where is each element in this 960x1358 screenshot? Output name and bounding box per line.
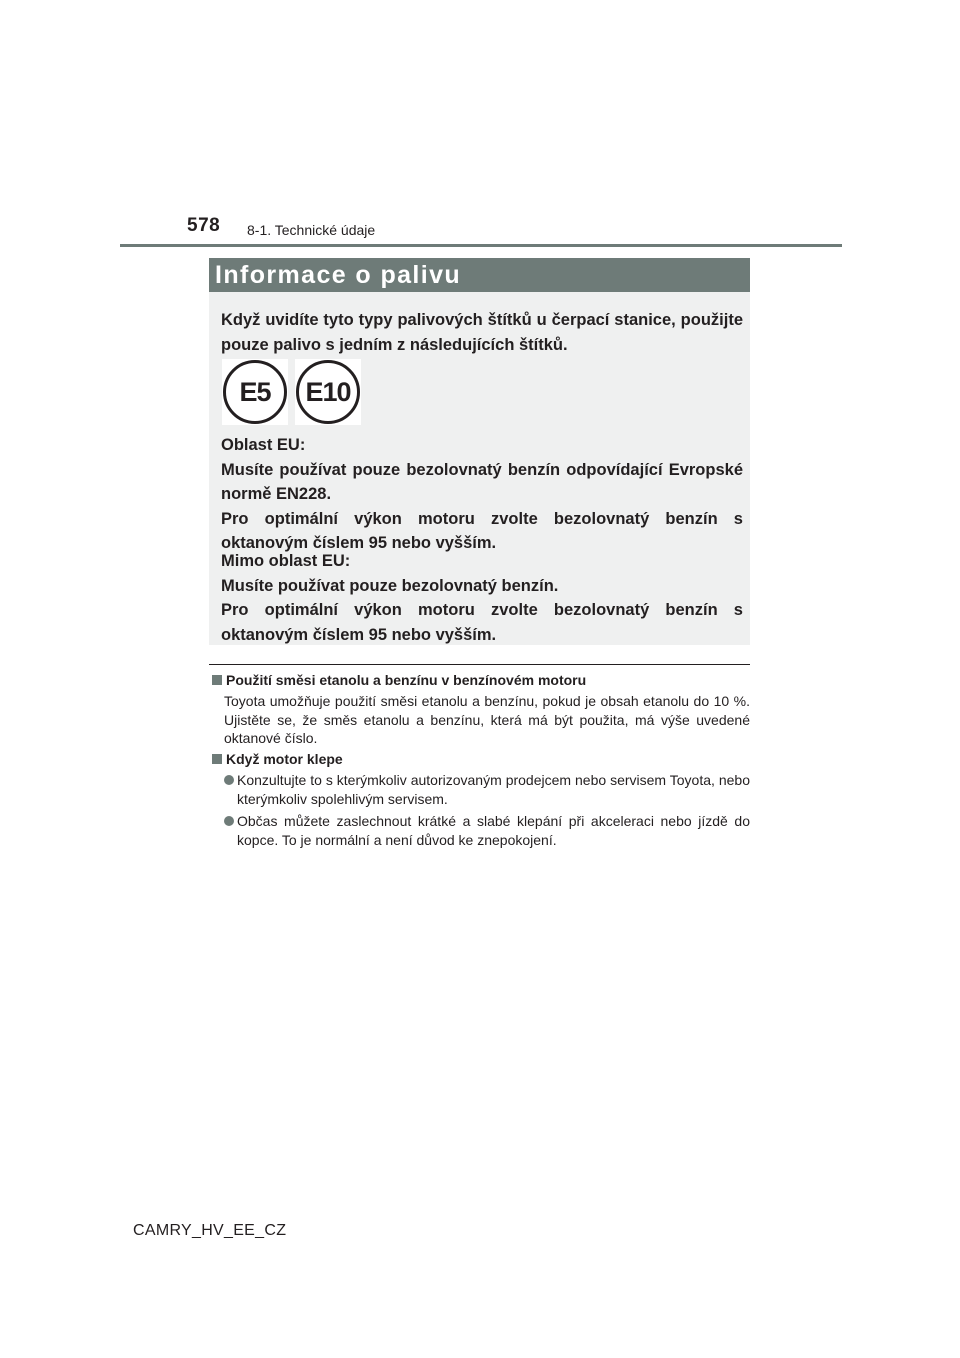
non-eu-region-block [221,549,743,647]
fuel-label-e10 [295,359,361,425]
fuel-labels [222,359,372,425]
knocking-note-title: Když motor klepe [226,751,343,767]
non-eu-region-requirement: Musíte používat pouze bezolovnatý benzín. [221,576,559,595]
eu-region-heading: Oblast EU: [221,436,306,454]
circle-bullet-icon [224,816,234,826]
fuel-label-e5-icon [223,360,287,424]
non-eu-region-octane: Pro optimální výkon motoru zvolte bezolovnatý benzín s oktanovým číslem 95 nebo vyšším. [221,601,743,644]
square-bullet-icon [212,675,222,685]
fuel-label-intro: Když uvidíte tyto typy palivových štítků u čerpací stanice, použijte pouze palivo s jedním z následujících štítků. [221,311,743,354]
section-title: Informace o palivu [215,261,462,289]
page-number: 578 [187,215,221,236]
circle-bullet-icon [224,775,234,785]
eu-region-octane: Pro optimální výkon motoru zvolte bezolovnatý benzín s oktanovým číslem 95 nebo vyšším. [221,509,743,552]
knocking-note-heading [212,751,343,767]
section-label: 8-1. Technické údaje [247,222,376,238]
fuel-label-e5 [222,359,288,425]
header-divider [120,244,842,247]
list-item-text: Konzultujte to s kterýmkoliv autorizovaným prodejcem nebo servisem Toyota, nebo kterýmkoliv spolehlivým servisem. [237,772,750,807]
ethanol-note-heading [212,672,586,688]
document-code-footer: CAMRY_HV_EE_CZ [133,1222,287,1239]
fuel-info-box [209,292,750,645]
list-item-text: Občas můžete zaslechnout krátké a slabé klepání při akceleraci nebo jízdě do kopce. To je normální a není důvod ke znepokojení. [237,813,750,848]
section-title-bar [209,258,750,292]
fuel-label-e10-text: E10 [305,376,351,407]
non-eu-region-heading: Mimo oblast EU: [221,552,351,570]
eu-region-block [221,433,743,556]
square-bullet-icon [212,754,222,764]
ethanol-note-title: Použití směsi etanolu a benzínu v benzínovém motoru [226,672,587,688]
eu-region-requirement: Musíte používat pouze bezolovnatý benzín odpovídající Evropské normě EN228. [221,460,743,503]
fuel-label-e10-icon [296,360,360,424]
notes-divider [209,664,750,665]
ethanol-note-body: Toyota umožňuje použití směsi etanolu a benzínu, pokud je obsah etanolu do 10 %. Ujistěte se, že směs etanolu a benzínu, která má být použita, má výše uvedené oktanové číslo. [224,693,750,746]
fuel-label-e5-text: E5 [239,376,271,407]
